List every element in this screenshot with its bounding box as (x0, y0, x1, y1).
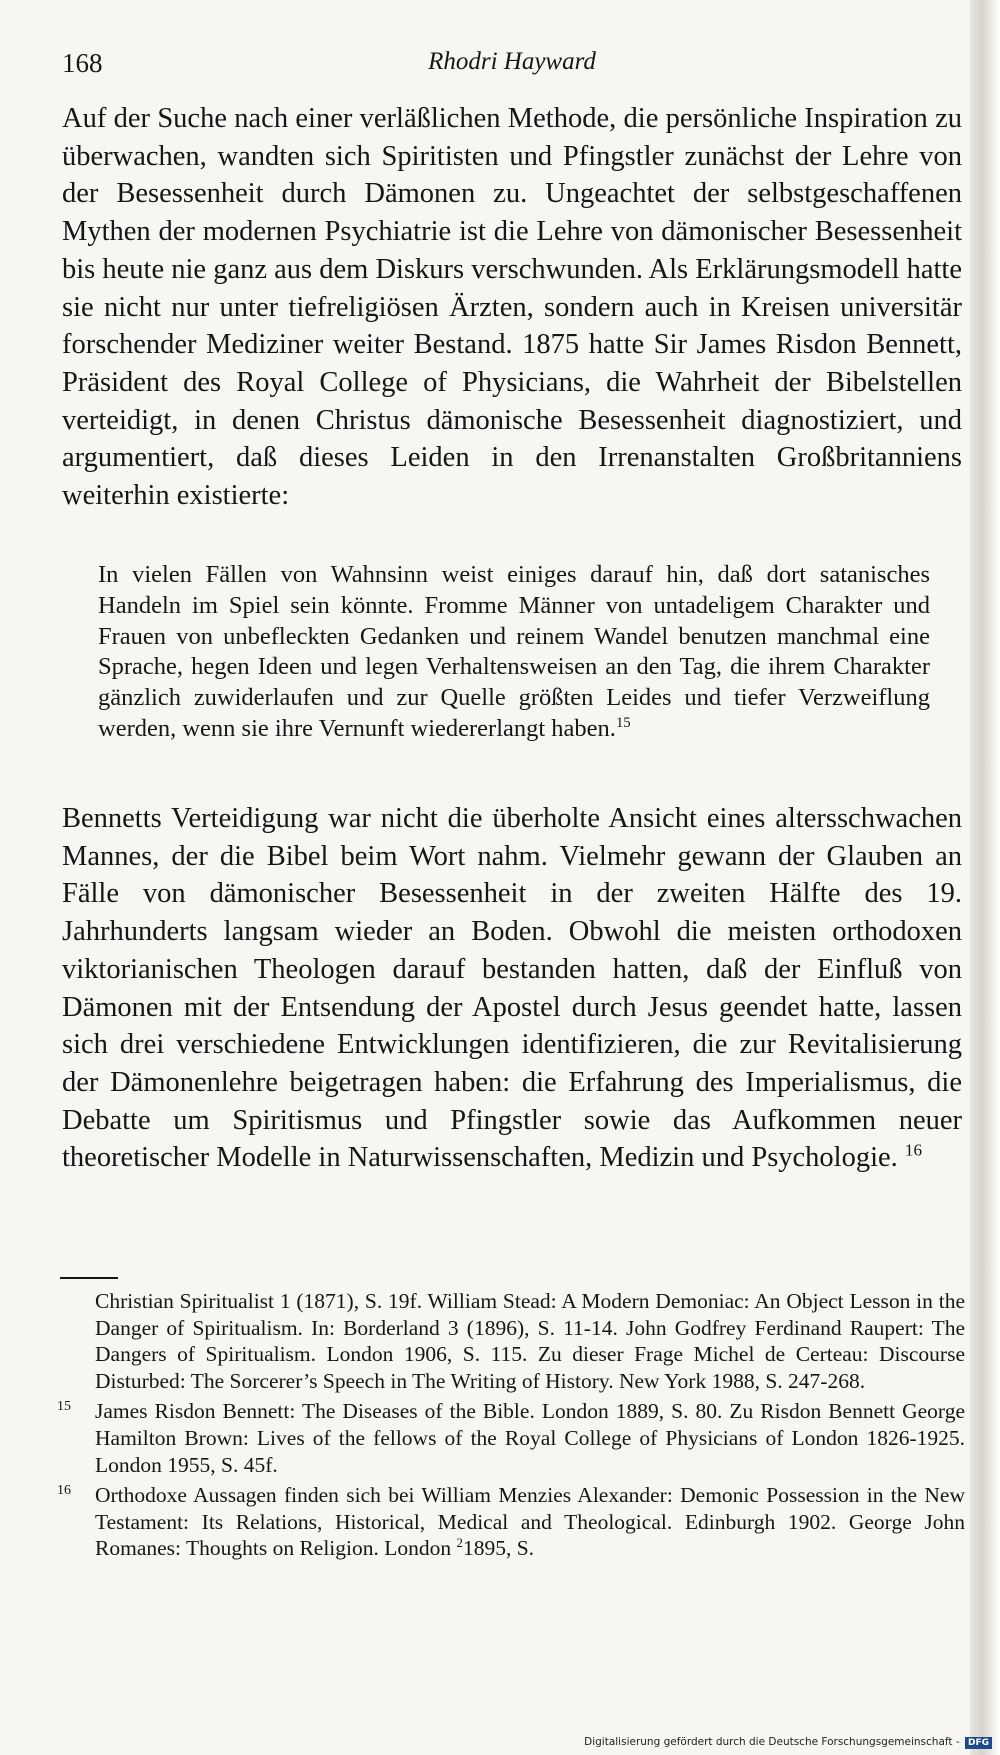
footnotes (55, 1288, 965, 1566)
footnote-text-end: 1895, S. (462, 1536, 535, 1561)
footnote-text: Christian Spiritualist 1 (1871), S. 19f. William Stead: A Modern Demoniac: An Object Lesson in the Danger of Spiritualism. In: Borderland 3 (1896), S. 11-14. John Godfrey Ferdinand Raupert: The Dangers of Spiritualism. London 1906, S. 115. Zu dieser Frage Michel de Certeau: Discourse Disturbed: The Sorcerer’s Speech in The Writing of History. New York 1988, S. 247-268. (95, 1289, 965, 1393)
paragraph-text: Auf der Suche nach einer verläßlichen Methode, die persönliche Inspiration zu überwachen, wandten sich Spiritisten und Pfingstler zunächst der Lehre von der Besessenheit durch Dämonen zu. Ungeachtet der selbstgeschaffenen Mythen der modernen Psychiatrie ist die Lehre von dämonischer Besessenheit bis heute nie ganz aus dem Diskurs verschwunden. Als Erklärungsmodell hatte sie nicht nur unter tiefreligiösen Ärzten, sondern auch in Kreisen universitär forschender Mediziner weiter Bestand. 1875 hatte Sir James Risdon Bennett, Präsident des Royal College of Physicians, die Wahrheit der Bibelstellen verteidigt, in denen Christus dämonische Besessenheit diagnostiziert, und argumentiert, daß dieses Leiden in den Irrenanstalten Großbritanniens weiterhin existierte: (62, 103, 962, 512)
footnote-ref-16[interactable]: 16 (904, 1140, 923, 1160)
block-quote (98, 560, 930, 745)
credit-text: Digitalisierung gefördert durch die Deutsche Forschungsgemeinschaft - (584, 1736, 960, 1748)
paragraph-text (62, 800, 962, 1177)
footnote-text: Orthodoxe Aussagen finden sich bei William Menzies Alexander: Demonic Possession in the New Testament: Its Relations, Historical, Medical and Theological. Edinburgh 1902. George John Romanes: Thoughts on Religion. London (95, 1483, 965, 1561)
digitization-credit (584, 1736, 992, 1749)
running-title: Rhodri Hayward (428, 48, 596, 75)
footnote-text: James Risdon Bennett: The Diseases of the Bible. London 1889, S. 80. Zu Risdon Bennett George Hamilton Brown: Lives of the fellows of the Royal College of Physicians of London 1826-1925. London 1955, S. 45f. (95, 1399, 965, 1477)
dfg-logo-icon: DFG (965, 1737, 992, 1749)
body-paragraph-2 (62, 800, 962, 1177)
quote-text (98, 560, 930, 745)
footnote-divider (60, 1277, 118, 1279)
footnote-16 (55, 1482, 965, 1562)
quote-body: In vielen Fällen von Wahnsinn weist einiges darauf hin, daß dort satanisches Handeln im Spiel sein könnte. Fromme Männer von untadeligem Charakter und Frauen von unbefleckten Gedanken und reinem Wandel benutzen manchmal eine Sprache, hegen Ideen und legen Verhaltensweisen an den Tag, die ihrem Charakter gänzlich zuwiderlaufen und zur Quelle größten Leides und tiefer Verzweiflung werden, wenn sie ihre Vernunft wiedererlangt haben. (98, 561, 930, 742)
page-header (62, 48, 962, 88)
page-number: 168 (62, 48, 103, 78)
footnote-mark: 16 (57, 1483, 71, 1499)
footnote-15 (55, 1398, 965, 1478)
edition-superscript: 2 (456, 1536, 463, 1551)
paragraph-body: Bennetts Verteidigung war nicht die überholte Ansicht eines altersschwachen Mannes, der die Bibel beim Wort nahm. Vielmehr gewann der Glauben an Fälle von dämonischer Besessenheit in der zweiten Hälfte des 19. Jahrhunderts langsam wieder an Boden. Obwohl die meisten orthodoxen viktorianischen Theologen darauf bestanden hatten, daß der Einfluß von Dämonen mit der Entsendung der Apostel durch Jesus geendet hatte, lassen sich drei verschiedene Entwicklungen identifizieren, die zur Revitalisierung der Dämonenlehre beigetragen haben: die Erfahrung des Imperialismus, die Debatte um Spiritismus und Pfingstler sowie das Aufkommen neuer theoretischer Modelle in Naturwissenschaften, Medizin und Psychologie. (62, 803, 962, 1174)
body-paragraph-1 (62, 100, 962, 515)
page-edge (970, 0, 1000, 1755)
footnote-mark: 15 (57, 1399, 71, 1415)
footnote-continued (55, 1288, 965, 1394)
footnote-ref-15[interactable]: 15 (615, 714, 631, 731)
